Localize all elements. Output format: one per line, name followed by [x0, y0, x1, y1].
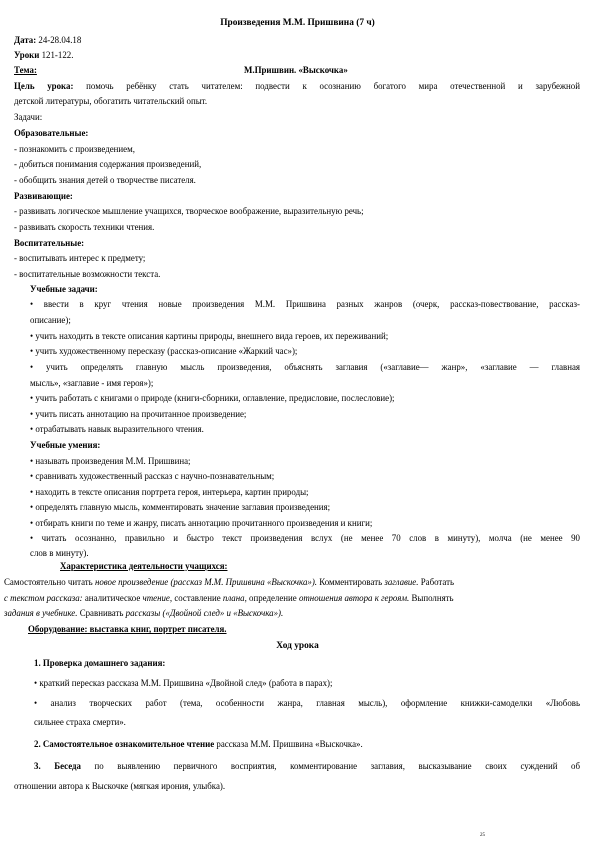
goal-text-1: помочь ребёнку стать читателем: подвести к осознанию богатого мира отечественной и зарубежной: [73, 81, 580, 91]
study-task-item: • учить находить в тексте описания картины природы, внешнего вида героев, их переживаний;: [30, 331, 389, 341]
lessons-line: [14, 49, 580, 61]
study-task-item: • ввести в круг чтения новые произведения М.М. Пришвина разных жанров (очерк, рассказ-повествование, рассказ-: [30, 299, 580, 309]
step-1-item-cont: сильнее страха смерти».: [34, 717, 126, 727]
step-3-line-1: [34, 760, 580, 772]
topic-label: Тема:: [14, 65, 37, 75]
dev-item: - развивать скорость техники чтения.: [14, 222, 155, 232]
activity-text-italic: новое произведение (рассказ М.М. Пришвина «Выскочка»).: [94, 577, 318, 587]
study-task-item: описание);: [30, 315, 71, 325]
activity-text-italic: задания в учебнике.: [4, 608, 78, 618]
skill-item: • называть произведения М.М. Пришвина;: [30, 456, 191, 466]
step-1-label: 1. Проверка домашнего задания:: [34, 658, 166, 668]
activity-label: Характеристика деятельности учащихся:: [60, 561, 228, 571]
document-title: Произведения М.М. Пришвина (7 ч): [220, 18, 375, 28]
lessons-value: 121-122.: [39, 50, 74, 60]
step-3-value: по выявлению первичного восприятия, комментирование заглавия, высказывание своих суждений об: [80, 761, 580, 771]
activity-text-italic: чтение,: [142, 593, 173, 603]
study-task-item: • учить художественному пересказу (рассказ-описание «Жаркий час»);: [30, 346, 298, 356]
activity-text-italic: рассказы («Двойной след» и «Выскочка»).: [125, 608, 284, 618]
activity-text-italic: с текстом рассказа:: [4, 593, 83, 603]
activity-text-italic: отношения автора к героям.: [298, 593, 410, 603]
activity-text: Самостоятельно читать: [4, 577, 95, 587]
step-2-line: [34, 738, 580, 750]
skill-item: • отбирать книги по теме и жанру, писать аннотацию прочитанного произведения и книги;: [30, 518, 373, 528]
activity-text-italic: плана,: [222, 593, 247, 603]
upb-label: Воспитательные:: [14, 238, 85, 248]
activity-text: Комментировать: [317, 577, 385, 587]
lessons-label: Уроки: [14, 50, 40, 60]
step-1-item: • краткий пересказ рассказа М.М. Пришвина «Двойной след» (работа в парах);: [34, 678, 333, 688]
step-3-line-2: отношении автора к Выскочке (мягкая ирония, улыбка).: [14, 781, 226, 791]
step-3-label: 3. Беседа: [34, 761, 81, 771]
activity-text: составление: [172, 593, 223, 603]
equipment-label: Оборудование:: [28, 624, 88, 634]
activity-text-italic: заглавие.: [384, 577, 419, 587]
skill-item: • читать осознанно, правильно и быстро текст произведения вслух (не менее 70 слов в минуту), молча (не менее 90: [30, 533, 580, 543]
date-line: [14, 34, 580, 46]
study-task-item: • учить работать с книгами о природе (книги-сборники, оглавление, предисловие, послесловие);: [30, 393, 395, 403]
skills-label: Учебные умения:: [30, 440, 101, 450]
page-number: 25: [480, 833, 485, 838]
step-1-item: • анализ творческих работ (тема, особенности жанра, главная мысль), оформление книжки-самоделки «Любовь: [34, 698, 580, 708]
study-task-item: • учить писать аннотацию на прочитанное произведение;: [30, 409, 247, 419]
activity-text: Работать: [418, 577, 455, 587]
step-2-value: рассказа М.М. Пришвина «Выскочка».: [214, 739, 363, 749]
goal-line-1: [14, 80, 580, 92]
study-tasks-label: Учебные задачи:: [30, 284, 98, 294]
goal-line-2: детской литературы, обогатить читательский опыт.: [14, 96, 208, 106]
course-title: Ход урока: [276, 641, 319, 651]
study-task-item: • отрабатывать навык выразительного чтения.: [30, 424, 204, 434]
date-label: Дата:: [14, 35, 37, 45]
upb-item: - воспитательные возможности текста.: [14, 269, 161, 279]
activity-line-3: [4, 607, 580, 619]
skill-item: • находить в тексте описания портрета героя, интерьера, картин природы;: [30, 487, 309, 497]
activity-text: определение: [246, 593, 299, 603]
date-value: 24-28.04.18: [36, 35, 82, 45]
study-task-item: мысль», «заглавие - имя героя»);: [30, 378, 154, 388]
skill-item: • определять главную мысль, комментировать значение заглавия произведения;: [30, 502, 331, 512]
upb-item: - воспитывать интерес к предмету;: [14, 253, 146, 263]
activity-line-1: [4, 576, 580, 588]
activity-line-2: [4, 592, 580, 604]
tasks-label: Задачи:: [14, 112, 43, 122]
goal-label: Цель урока:: [14, 81, 74, 91]
equipment-line: [28, 623, 580, 635]
dev-label: Развивающие:: [14, 191, 73, 201]
skill-item: • сравнивать художественный рассказ с научно-познавательным;: [30, 471, 275, 481]
study-task-item: • учить определять главную мысль произведения, объяснять заглавия («заглавие— жанр», «заглавие — главная: [30, 362, 580, 372]
activity-text: Сравнивать: [77, 608, 126, 618]
edu-item: - обобщить знания детей о творчестве писателя.: [14, 175, 196, 185]
edu-item: - познакомить с произведением,: [14, 144, 135, 154]
topic-value: М.Пришвин. «Выскочка»: [244, 65, 348, 75]
equipment-value: выставка книг, портрет писателя.: [87, 624, 227, 634]
step-2-label: 2. Самостоятельное ознакомительное чтение: [34, 739, 215, 749]
edu-item: - добиться понимания содержания произведений,: [14, 159, 202, 169]
topic-line: [14, 64, 580, 76]
activity-text: Выполнять: [409, 593, 454, 603]
skill-item: слов в минуту).: [30, 548, 89, 558]
activity-text: аналитическое: [82, 593, 143, 603]
dev-item: - развивать логическое мышление учащихся, творческое воображение, выразительную речь;: [14, 206, 364, 216]
edu-label: Образовательные:: [14, 128, 89, 138]
